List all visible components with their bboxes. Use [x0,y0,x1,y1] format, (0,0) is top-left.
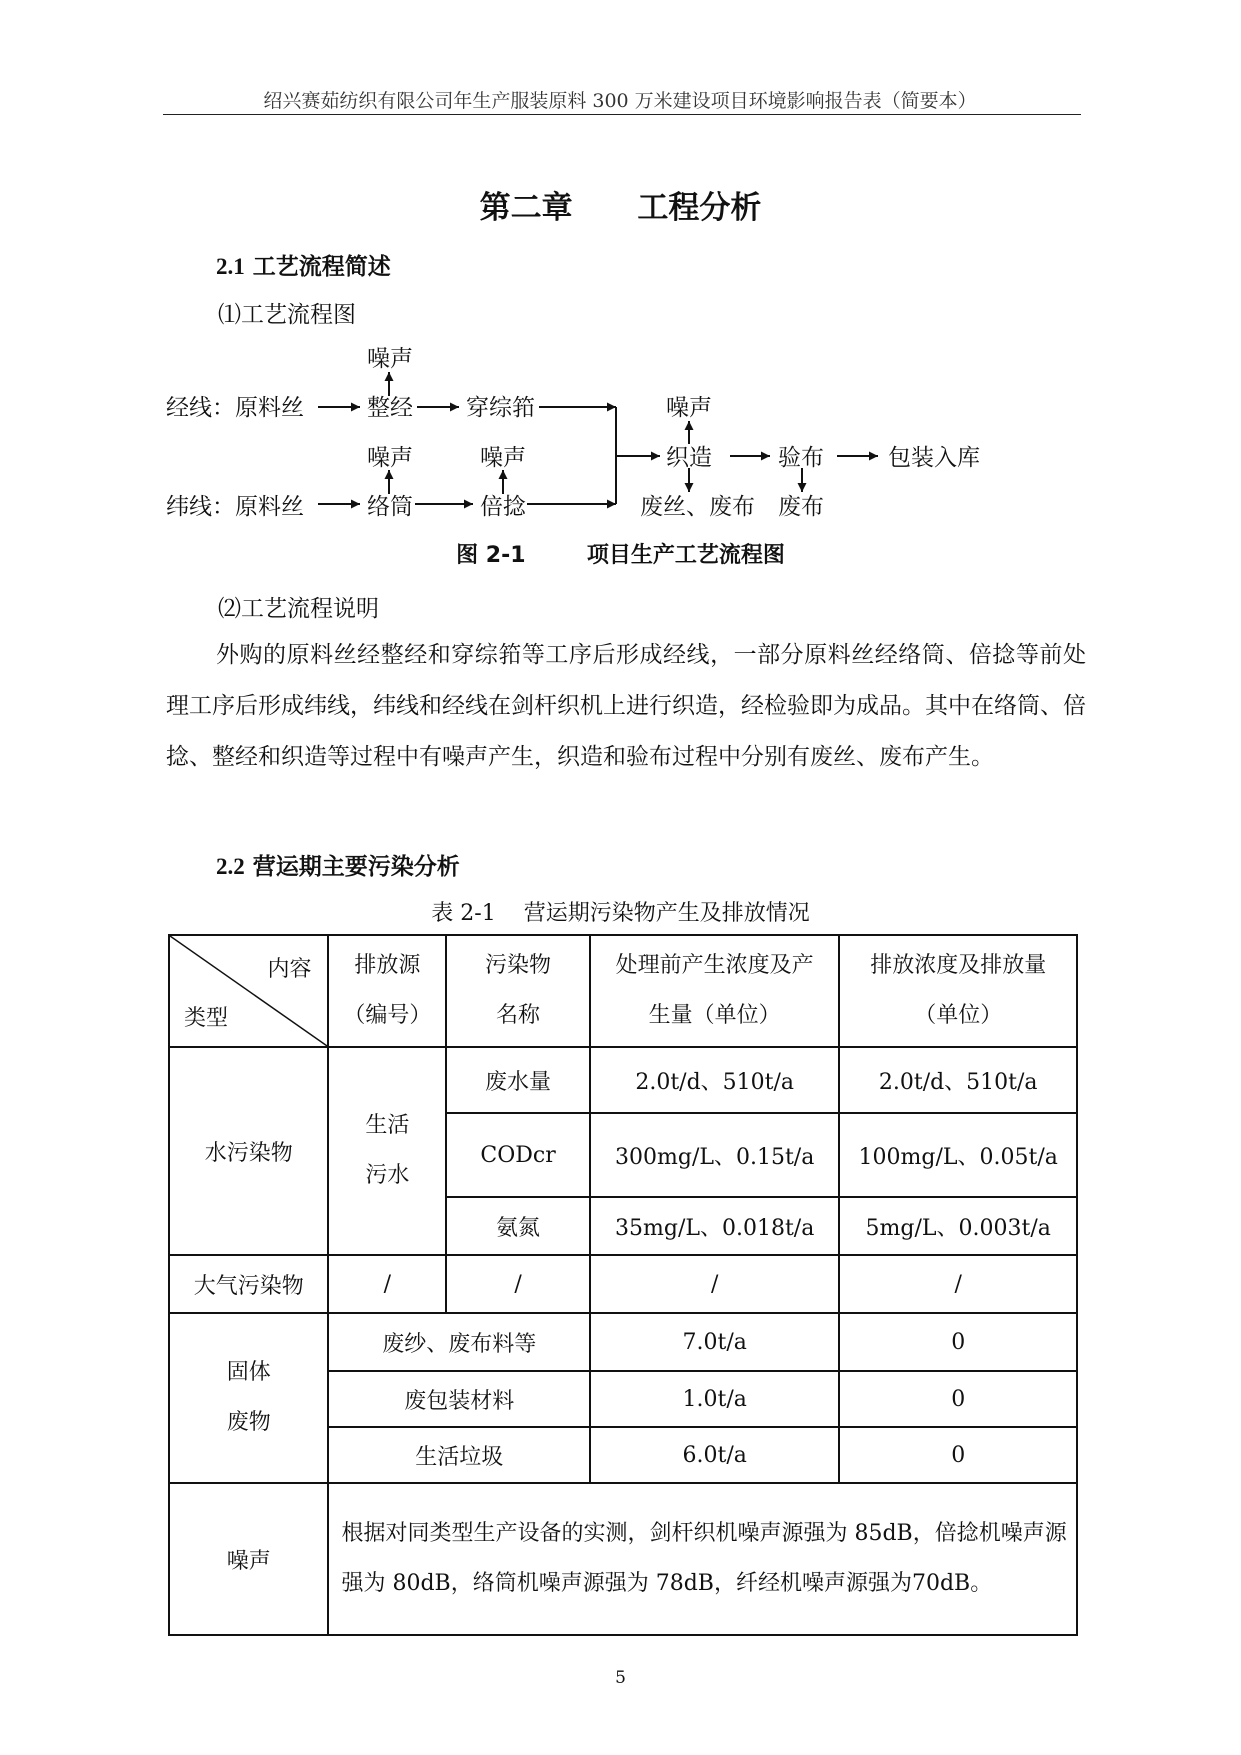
noise-label-luotong: 噪声 [367,445,413,471]
solid-name: 废包装材料 [328,1371,589,1427]
air-pollutant-name: / [446,1255,590,1313]
table-number: 表 2-1 [431,901,496,926]
before-value: 35mg/L、0.018t/a [590,1197,840,1255]
before-value: 7.0t/a [590,1313,840,1371]
section-title: 营运期主要污染分析 [252,854,460,880]
source-domestic-sewage [328,1047,446,1255]
source-line1: 生活 [365,1113,410,1138]
header-source-line1: 排放源 [354,953,421,978]
solid-name: 生活垃圾 [328,1427,589,1483]
table-row [169,1047,1077,1113]
source-line2: 污水 [365,1163,410,1188]
table-title: 营运期污染物产生及排放情况 [523,901,810,926]
weft-input-label: 纬线：原料丝 [166,494,304,520]
page-number: 5 [615,1668,626,1688]
header-after-line2: （单位） [914,1003,1003,1028]
pollutant-name: 废水量 [446,1047,590,1113]
noise-label-beinian: 噪声 [480,445,526,471]
subsection-description-label: ⑵工艺流程说明 [218,596,379,622]
step-yanbu: 验布 [778,445,824,471]
section-number: 2.1 [216,254,245,279]
subsection-flow-diagram-label: ⑴工艺流程图 [218,302,356,328]
noise-label-zhengjing: 噪声 [367,346,413,372]
air-after: / [839,1255,1077,1313]
solid-name: 废纱、废布料等 [328,1313,589,1371]
pollutant-table [168,934,1078,1636]
process-description [166,630,1086,783]
after-value: 0 [839,1371,1077,1427]
header-before [590,935,840,1047]
table-caption [0,896,1241,927]
header-content-label: 内容 [267,957,312,982]
table-row [169,1255,1077,1313]
chapter-number: 第二章 [479,190,573,226]
waste-label-zhizao: 废丝、废布 [640,494,755,520]
header-pollutant [446,935,590,1047]
step-zhizao: 织造 [666,445,712,471]
process-flow-diagram [0,0,1241,540]
noise-description: 根据对同类型生产设备的实测，剑杆织机噪声源强为 85dB，倍捻机噪声源强为 80dB，络筒机噪声源强为 78dB，纤经机噪声源强为70dB。 [328,1483,1077,1635]
description-rest: 等前处理工序后形成纬线，纬线和经线在剑杆织机上进行织造，经检验即为成品。其中在络筒、倍捻、整经和织造等过程中有噪声产生，织造和验布过程中分别有废丝、废布产生。 [166,642,1087,770]
after-value: 5mg/L、0.003t/a [839,1197,1077,1255]
header-before-line2: 生量（单位） [648,1003,781,1028]
running-header: 绍兴赛茹纺织有限公司年生产服装原料 300 万米建设项目环境影响报告表（简要本） [263,90,977,112]
solid-type-line2: 废物 [226,1410,271,1435]
solid-type-line1: 固体 [226,1360,271,1385]
header-pollutant-line2: 名称 [496,1003,541,1028]
header-source-line2: （编号） [343,1003,432,1028]
header-after-line1: 排放浓度及排放量 [870,953,1047,978]
noise-label-zhizao: 噪声 [666,395,712,421]
type-noise: 噪声 [169,1483,328,1635]
step-chuanzongkou: 穿综筘 [466,395,535,421]
step-zhengjing: 整经 [367,395,413,421]
pollutant-name: 氨氮 [446,1197,590,1255]
header-source [328,935,446,1047]
table-row [169,1483,1077,1635]
air-before: / [590,1255,840,1313]
after-value: 0 [839,1427,1077,1483]
after-value: 0 [839,1313,1077,1371]
before-value: 6.0t/a [590,1427,840,1483]
after-value: 100mg/L、0.05t/a [839,1113,1077,1197]
figure-caption [0,538,1241,569]
step-luotong: 络筒 [367,494,413,520]
type-solid-waste [169,1313,328,1483]
pollutant-name: CODcr [446,1113,590,1197]
before-value: 2.0t/d、510t/a [590,1047,840,1113]
chapter-name: 工程分析 [637,190,762,226]
air-source: / [328,1255,446,1313]
warp-input-label: 经线：原料丝 [166,395,304,421]
before-value: 300mg/L、0.15t/a [590,1113,840,1197]
after-value: 2.0t/d、510t/a [839,1047,1077,1113]
section-number: 2.2 [216,854,245,879]
step-baozhuang: 包装入库 [888,445,980,471]
type-water: 水污染物 [169,1047,328,1255]
figure-number: 图 2-1 [456,543,526,568]
header-pollutant-line1: 污染物 [485,953,552,978]
table-row [169,1313,1077,1371]
before-value: 1.0t/a [590,1371,840,1427]
section-heading-2-2 [216,848,460,881]
waste-label-yanbu: 废布 [778,494,824,520]
step-beinian: 倍捻 [480,494,526,520]
description-first-line: 外购的原料丝经整经和穿综筘等工序后形成经线，一部分原料丝经络筒、倍捻 [216,642,1016,668]
header-before-line1: 处理前产生浓度及产 [615,953,814,978]
header-type-label: 类型 [184,1006,229,1031]
type-air: 大气污染物 [169,1255,328,1313]
diagonal-header-cell [169,935,328,1047]
header-after [839,935,1077,1047]
table-header-row [169,935,1077,1047]
section-title: 工艺流程简述 [252,254,391,280]
figure-title: 项目生产工艺流程图 [586,543,785,568]
